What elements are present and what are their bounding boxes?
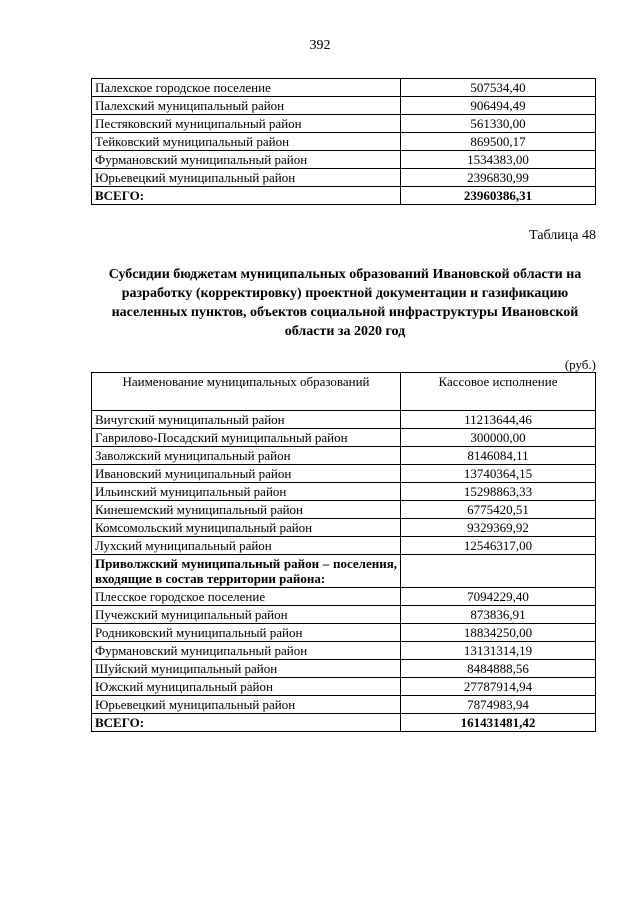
table-row: [92, 79, 596, 97]
row-name: Кинешемский муниципальный район: [92, 501, 401, 519]
group-header: Приволжский муниципальный район – поселения, входящие в состав территории района:: [92, 555, 401, 588]
row-name: Ильинский муниципальный район: [92, 483, 401, 501]
row-name: Юрьевецкий муниципальный район: [92, 169, 401, 187]
table-row: [92, 660, 596, 678]
table-row: [92, 465, 596, 483]
row-name: Лухский муниципальный район: [92, 537, 401, 555]
total-value: 23960386,31: [401, 187, 596, 205]
row-name: Ивановский муниципальный район: [92, 465, 401, 483]
row-value: 873836,91: [401, 606, 596, 624]
row-value: 12546317,00: [401, 537, 596, 555]
table-row: [92, 429, 596, 447]
total-value: 161431481,42: [401, 714, 596, 732]
row-name: Родниковский муниципальный район: [92, 624, 401, 642]
table-row: [92, 97, 596, 115]
row-value: 869500,17: [401, 133, 596, 151]
table-row: [92, 519, 596, 537]
column-header-name: Наименование муниципальных образований: [92, 373, 401, 411]
table-row: [92, 537, 596, 555]
row-name: Палехское городское поселение: [92, 79, 401, 97]
row-name: Юрьевецкий муниципальный район: [92, 696, 401, 714]
total-row: [92, 714, 596, 732]
row-name: Шуйский муниципальный район: [92, 660, 401, 678]
row-value: 2396830,99: [401, 169, 596, 187]
row-value: 13740364,15: [401, 465, 596, 483]
row-value: 15298863,33: [401, 483, 596, 501]
page-number: 392: [309, 38, 331, 53]
table-row: [92, 411, 596, 429]
row-value: 906494,49: [401, 97, 596, 115]
table-row: [92, 696, 596, 714]
row-value: 507534,40: [401, 79, 596, 97]
row-value: 9329369,92: [401, 519, 596, 537]
units-label: (руб.): [564, 357, 596, 372]
row-name: Гаврилово-Посадский муниципальный район: [92, 429, 401, 447]
table-row: [92, 624, 596, 642]
table-row: [92, 169, 596, 187]
row-value: 8146084,11: [401, 447, 596, 465]
row-name: Заволжский муниципальный район: [92, 447, 401, 465]
row-name: Пучежский муниципальный район: [92, 606, 401, 624]
table-title: Субсидии бюджетам муниципальных образований Ивановской области на разработку (корректировку) проектной документации и газификацию населенных пунктов, объектов социальной инфраструктуры Ивановской области за 2020 год: [108, 267, 582, 339]
table-row: [92, 606, 596, 624]
total-row: [92, 187, 596, 205]
table-row: [92, 447, 596, 465]
row-value: 8484888,56: [401, 660, 596, 678]
row-value: 7874983,94: [401, 696, 596, 714]
top-table: [91, 78, 596, 205]
column-header-value: Кассовое исполнение: [401, 373, 596, 411]
table-row: [92, 678, 596, 696]
main-table: [91, 372, 596, 732]
row-value: 11213644,46: [401, 411, 596, 429]
table-row: [92, 115, 596, 133]
row-name: Фурмановский муниципальный район: [92, 642, 401, 660]
row-name: Вичугский муниципальный район: [92, 411, 401, 429]
total-label: ВСЕГО:: [92, 187, 401, 205]
row-name: Комсомольский муниципальный район: [92, 519, 401, 537]
row-name: Фурмановский муниципальный район: [92, 151, 401, 169]
row-value: 27787914,94: [401, 678, 596, 696]
table-row: [92, 642, 596, 660]
total-label: ВСЕГО:: [92, 714, 401, 732]
header-row: [92, 373, 596, 411]
row-value: 1534383,00: [401, 151, 596, 169]
row-value: 6775420,51: [401, 501, 596, 519]
table-row: [92, 151, 596, 169]
row-value: 18834250,00: [401, 624, 596, 642]
row-name: Плесское городское поселение: [92, 588, 401, 606]
table-row: [92, 483, 596, 501]
row-name: Палехский муниципальный район: [92, 97, 401, 115]
table-row: [92, 501, 596, 519]
row-value: 561330,00: [401, 115, 596, 133]
row-value: 300000,00: [401, 429, 596, 447]
group-header-value: [401, 555, 596, 588]
table-label: Таблица 48: [529, 228, 596, 243]
table-row: [92, 588, 596, 606]
row-value: 13131314,19: [401, 642, 596, 660]
row-value: 7094229,40: [401, 588, 596, 606]
row-name: Южский муниципальный район: [92, 678, 401, 696]
group-header-row: [92, 555, 596, 588]
table-row: [92, 133, 596, 151]
row-name: Тейковский муниципальный район: [92, 133, 401, 151]
row-name: Пестяковский муниципальный район: [92, 115, 401, 133]
